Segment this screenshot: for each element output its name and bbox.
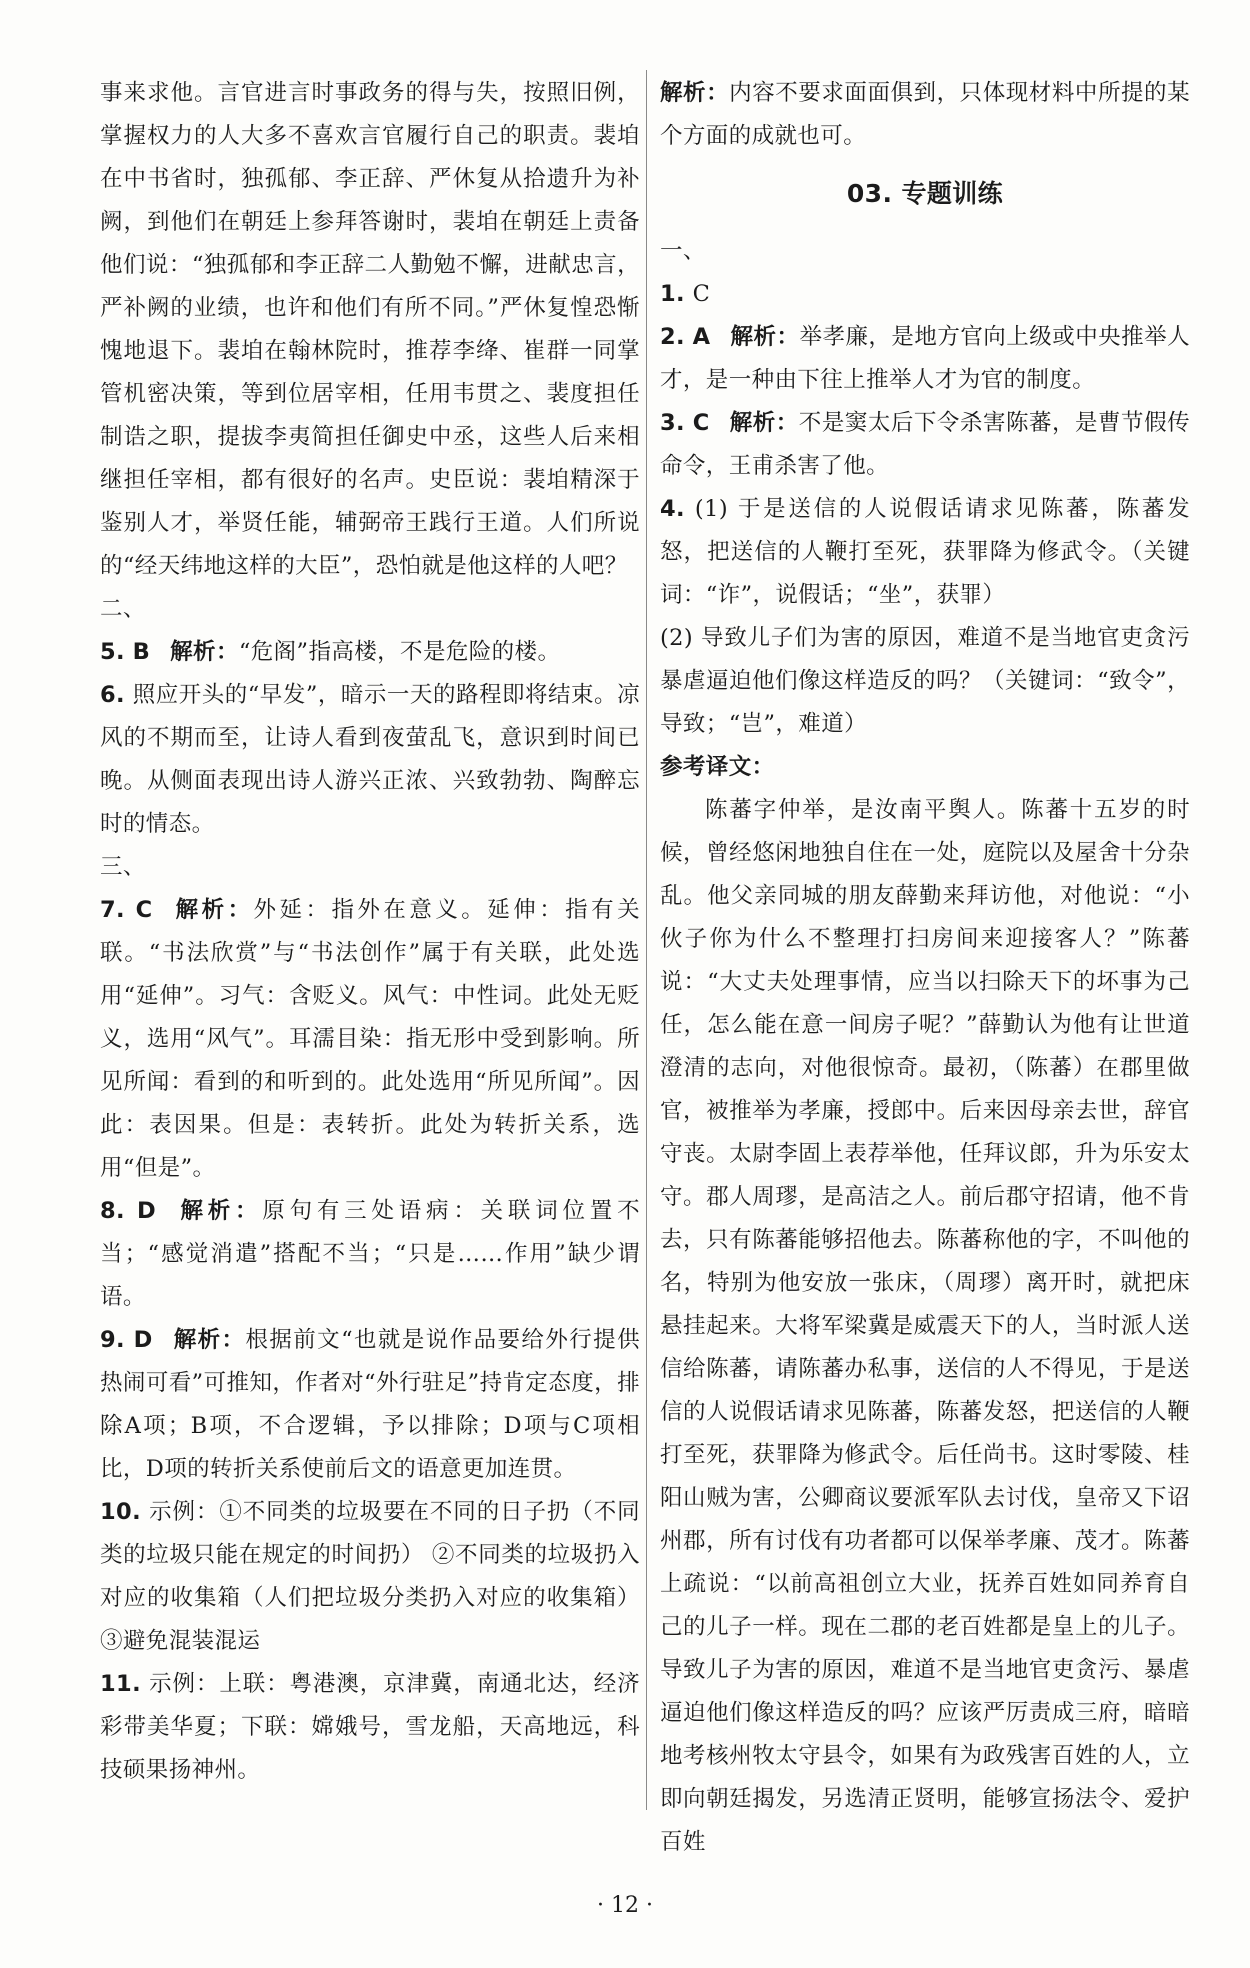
page-number: · 12 · (597, 1893, 653, 1918)
answer-letter: B (132, 639, 151, 665)
analysis-text: 不是窦太后下令杀害陈蕃，是曹节假传命令，王甫杀害了他。 (660, 410, 1190, 479)
translation-label: 参考译文： (660, 754, 775, 780)
question-10 (100, 1491, 640, 1663)
answer-text: 示例：上联：粤港澳，京津冀，南通北达，经济彩带美华夏；下联：嫦娥号，雪龙船，天高地远，科技硕果扬神州。 (100, 1671, 640, 1783)
question-number: 10. (100, 1499, 142, 1525)
question-number: 7. (100, 897, 126, 923)
previous-analysis-note (660, 72, 1190, 158)
answer-text: 照应开头的“早发”，暗示一天的路程即将结束。凉风的不期而至，让诗人看到夜萤乱飞，意识到时间已晚。从侧面表现出诗人游兴正浓、兴致勃勃、陶醉忘时的情态。 (100, 682, 640, 837)
question-4-part-1 (660, 488, 1190, 617)
question-8 (100, 1190, 640, 1319)
question-1 (660, 273, 1190, 316)
answer-letter: D (133, 1327, 153, 1353)
section-heading-2: 二、 (100, 596, 146, 622)
analysis-text: 内容不要求面面俱到，只体现材料中所提的某个方面的成就也可。 (660, 80, 1190, 149)
analysis-label: 解析： (170, 639, 239, 665)
question-number: 11. (100, 1671, 142, 1697)
analysis-label: 解析： (660, 80, 730, 106)
section-title: 03. 专题训练 (846, 179, 1004, 208)
question-number: 5. (100, 639, 126, 665)
question-number: 1. (660, 281, 686, 307)
answer-letter: C (135, 897, 153, 923)
question-5 (100, 631, 640, 674)
analysis-text: 根据前文“也就是说作品要给外行提供热闹可看”可推知，作者对“外行驻足”持肯定态度，排除A项；B项，不合逻辑，予以排除；D项与C项相比，D项的转折关系使前后文的语意更加连贯。 (100, 1327, 640, 1482)
question-number: 2. (660, 324, 686, 350)
analysis-label: 解析： (176, 1198, 263, 1224)
analysis-label: 解析： (172, 1327, 246, 1353)
right-column (660, 72, 1190, 1864)
answer-text: 示例：①不同类的垃圾要在不同的日子扔（不同类的垃圾只能在规定的时间扔） ②不同类的垃圾扔入对应的收集箱（人们把垃圾分类扔入对应的收集箱） ③避免混装混运 (100, 1499, 640, 1654)
answer-letter: C (692, 410, 710, 436)
question-3 (660, 402, 1190, 488)
question-number: 3. (660, 410, 686, 436)
question-4-part-2: (2) 导致儿子们为害的原因，难道不是当地官吏贪污暴虐逼迫他们像这样造反的吗？（关键词：“致令”，导致；“岂”，难道） (660, 625, 1190, 737)
answer-letter: D (136, 1198, 157, 1224)
question-11 (100, 1663, 640, 1792)
analysis-label: 解析： (172, 897, 254, 923)
question-7 (100, 889, 640, 1190)
section-heading-1: 一、 (660, 238, 706, 264)
question-9 (100, 1319, 640, 1491)
section-heading-3: 三、 (100, 854, 146, 880)
question-number: 8. (100, 1198, 126, 1224)
question-number: 9. (100, 1327, 126, 1353)
analysis-text: 外延：指外在意义。延伸：指有关联。“书法欣赏”与“书法创作”属于有关联，此处选用“延伸”。习气：含贬义。风气：中性词。此处无贬义，选用“风气”。耳濡目染：指无形中受到影响。所见所闻：看到的和听到的。此处选用“所见所闻”。因此：表因果。但是：表转折。此处为转折关系，选用“但是”。 (100, 897, 640, 1181)
translation-text: 陈蕃字仲举，是汝南平舆人。陈蕃十五岁的时候，曾经悠闲地独自住在一处，庭院以及屋舍十分杂乱。他父亲同城的朋友薛勤来拜访他，对他说：“小伙子你为什么不整理打扫房间来迎接客人？”陈蕃说：“大丈夫处理事情，应当以扫除天下的坏事为己任，怎么能在意一间房子呢？”薛勤认为他有让世道澄清的志向，对他很惊奇。最初，（陈蕃）在郡里做官，被推举为孝廉，授郎中。后来因母亲去世，辞官守丧。太尉李固上表荐举他，任拜议郎，升为乐安太守。郡人周璆，是高洁之人。前后郡守招请，他不肯去，只有陈蕃能够招他去。陈蕃称他的字，不叫他的名，特别为他安放一张床，（周璆）离开时，就把床悬挂起来。大将军梁冀是威震天下的人，当时派人送信给陈蕃，请陈蕃办私事，送信的人不得见，于是送信的人说假话请求见陈蕃，陈蕃发怒，把送信的人鞭打至死，获罪降为修武令。后任尚书。这时零陵、桂阳山贼为害，公卿商议要派军队去讨伐，皇帝又下诏州郡，所有讨伐有功者都可以保举孝廉、茂才。陈蕃上疏说：“以前高祖创立大业，抚养百姓如同养育自己的儿子一样。现在二郡的老百姓都是皇上的儿子。导致儿子为害的原因，难道不是当地官吏贪污、暴虐逼迫他们像这样造反的吗？应该严厉责成三府，暗暗地考核州牧太守县令，如果有为政残害百姓的人，立即向朝廷揭发，另选清正贤明，能够宣扬法令、爱护百姓 (660, 797, 1190, 1855)
question-number: 6. (100, 682, 126, 708)
analysis-text: 原句有三处语病：关联词位置不当；“感觉消遣”搭配不当；“只是……作用”缺少谓语。 (100, 1198, 640, 1310)
answer-letter: A (692, 324, 711, 350)
analysis-text: “危阁”指高楼，不是危险的楼。 (238, 639, 561, 665)
left-column (100, 72, 640, 1792)
answer-text: (1) 于是送信的人说假话请求见陈蕃，陈蕃发怒，把送信的人鞭打至死，获罪降为修武令。（关键词：“诈”，说假话；“坐”，获罪） (660, 496, 1190, 608)
analysis-label: 解析： (730, 324, 800, 350)
question-6 (100, 674, 640, 846)
analysis-text: 举孝廉，是地方官向上级或中央推举人才，是一种由下往上推举人才为官的制度。 (660, 324, 1191, 393)
question-2 (660, 316, 1190, 402)
column-divider (646, 70, 647, 1810)
translation-continuation: 事来求他。言官进言时事政务的得与失，按照旧例，掌握权力的人大多不喜欢言官履行自己的职责。裴垍在中书省时，独孤郁、李正辞、严休复从拾遗升为补阙，到他们在朝廷上参拜答谢时，裴垍在朝廷上责备他们说：“独孤郁和李正辞二人勤勉不懈，进献忠言，严补阙的业绩，也许和他们有所不同。”严休复惶恐惭愧地退下。裴垍在翰林院时，推荐李绛、崔群一同掌管机密决策，等到位居宰相，任用韦贯之、裴度担任制诰之职，提拔李夷简担任御史中丞，这些人后来相继担任宰相，都有很好的名声。史臣说：裴垍精深于鉴别人才，举贤任能，辅弼帝王践行王道。人们所说的“经天纬地这样的大臣”，恐怕就是他这样的人吧？ (100, 80, 640, 579)
question-number: 4. (660, 496, 686, 522)
answer-letter: C (692, 281, 711, 307)
analysis-label: 解析： (729, 410, 799, 436)
